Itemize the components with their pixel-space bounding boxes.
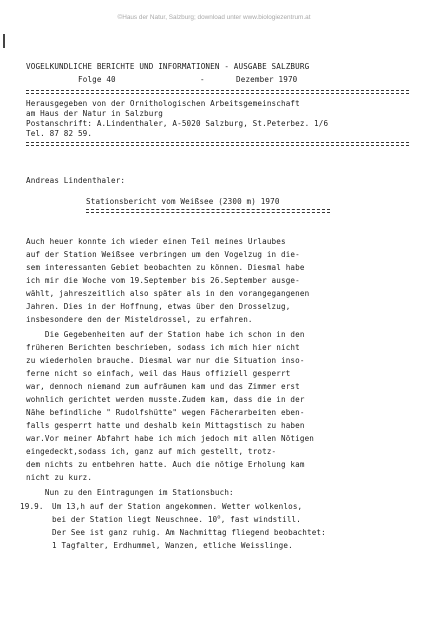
margin-mark [3, 34, 5, 48]
article-title: Stationsbericht vom Weißsee (2300 m) 1970 [86, 197, 280, 206]
body-line: Nun zu den Eintragungen im Stationsbuch: [26, 488, 234, 497]
body-line: ich mir die Woche vom 19.September bis 26.September ausge- [26, 276, 300, 285]
body-line: falls gesperrt hatte und deshalb kein Mittagstisch zu haben [26, 421, 305, 430]
issue-folge: Folge 40 [78, 75, 116, 84]
body-line: auf der Station Weißsee verbringen um den Vogelzug in die- [26, 250, 300, 259]
body-line: Nähe befindliche " Rudolfshütte" wegen Fächerarbeiten eben- [26, 408, 305, 417]
issue-date: Dezember 1970 [236, 75, 298, 84]
publisher-line: am Haus der Natur in Salzburg [26, 109, 163, 118]
watermark: ©Haus der Natur, Salzburg; download unter www.biologiezentrum.at [117, 14, 311, 21]
entry-line: bei der Station liegt Neuschnee. 10$^o$, fast windstill. [52, 514, 302, 524]
body-line: Jahren. Dies in der Hoffnung, etwas über den Drosselzug, [26, 302, 291, 311]
body-line: Auch heuer konnte ich wieder einen Teil meines Urlaubes [26, 237, 286, 246]
body-line: ferne nicht so einfach, weil das Haus offiziell gesperrt [26, 369, 291, 378]
body-line: wählt, jahreszeitlich also später als in den vorangegangenen [26, 289, 310, 298]
separator-rule [26, 145, 409, 146]
separator-rule [26, 93, 409, 94]
body-line: insbesondere den der Misteldrossel, zu erfahren. [26, 315, 253, 324]
entry-date: 19.9. [20, 502, 44, 511]
publisher-line: Herausgegeben von der Ornithologischen Arbeitsgemeinschaft [26, 99, 300, 108]
issue-dash: - [200, 75, 205, 84]
title-underline [86, 209, 330, 210]
entry-line: Um 13,h auf der Station angekommen. Wetter wolkenlos, [52, 502, 303, 511]
body-line: war.Vor meiner Abfahrt habe ich mich jedoch mit allen Nötigen [26, 434, 315, 443]
body-line: Die Gegebenheiten auf der Station habe ich schon in den [26, 330, 305, 339]
body-line: sem interessanten Gebiet beobachten zu können. Diesmal habe [26, 263, 305, 272]
body-line: nicht zu kurz. [26, 473, 93, 482]
title-underline [86, 212, 330, 213]
series-title: VOGELKUNDLICHE BERICHTE UND INFORMATIONEN - AUSGABE SALZBURG [26, 62, 310, 71]
body-line: früheren Berichten beschrieben, sodass ich mich hier nicht [26, 343, 300, 352]
separator-rule [26, 90, 409, 91]
author-name: Andreas Lindenthaler: [26, 176, 126, 185]
body-line: zu wiederholen brauche. Diesmal war nur die Situation inso- [26, 356, 305, 365]
postal-address: Postanschrift: A.Lindenthaler, A-5020 Salzburg, St.Peterbez. 1/6 [26, 119, 329, 128]
separator-rule [26, 142, 409, 143]
telephone: Tel. 87 82 59. [26, 129, 93, 138]
entry-line: 1 Tagfalter, Erdhummel, Wanzen, etliche Weisslinge. [52, 541, 293, 550]
body-line: eingedeckt,sodass ich, ganz auf mich gestellt, trotz- [26, 447, 277, 456]
body-line: wohnlich gerichtet werden musste.Zudem kam, dass die in der [26, 395, 305, 404]
body-line: dem nichts zu entbehren hatte. Auch die nötige Erholung kam [26, 460, 305, 469]
entry-line: Der See ist ganz ruhig. Am Nachmittag fliegend beobachtet: [52, 528, 326, 537]
body-line: war, dennoch niemand zum aufräumen kam und das Zimmer erst [26, 382, 300, 391]
